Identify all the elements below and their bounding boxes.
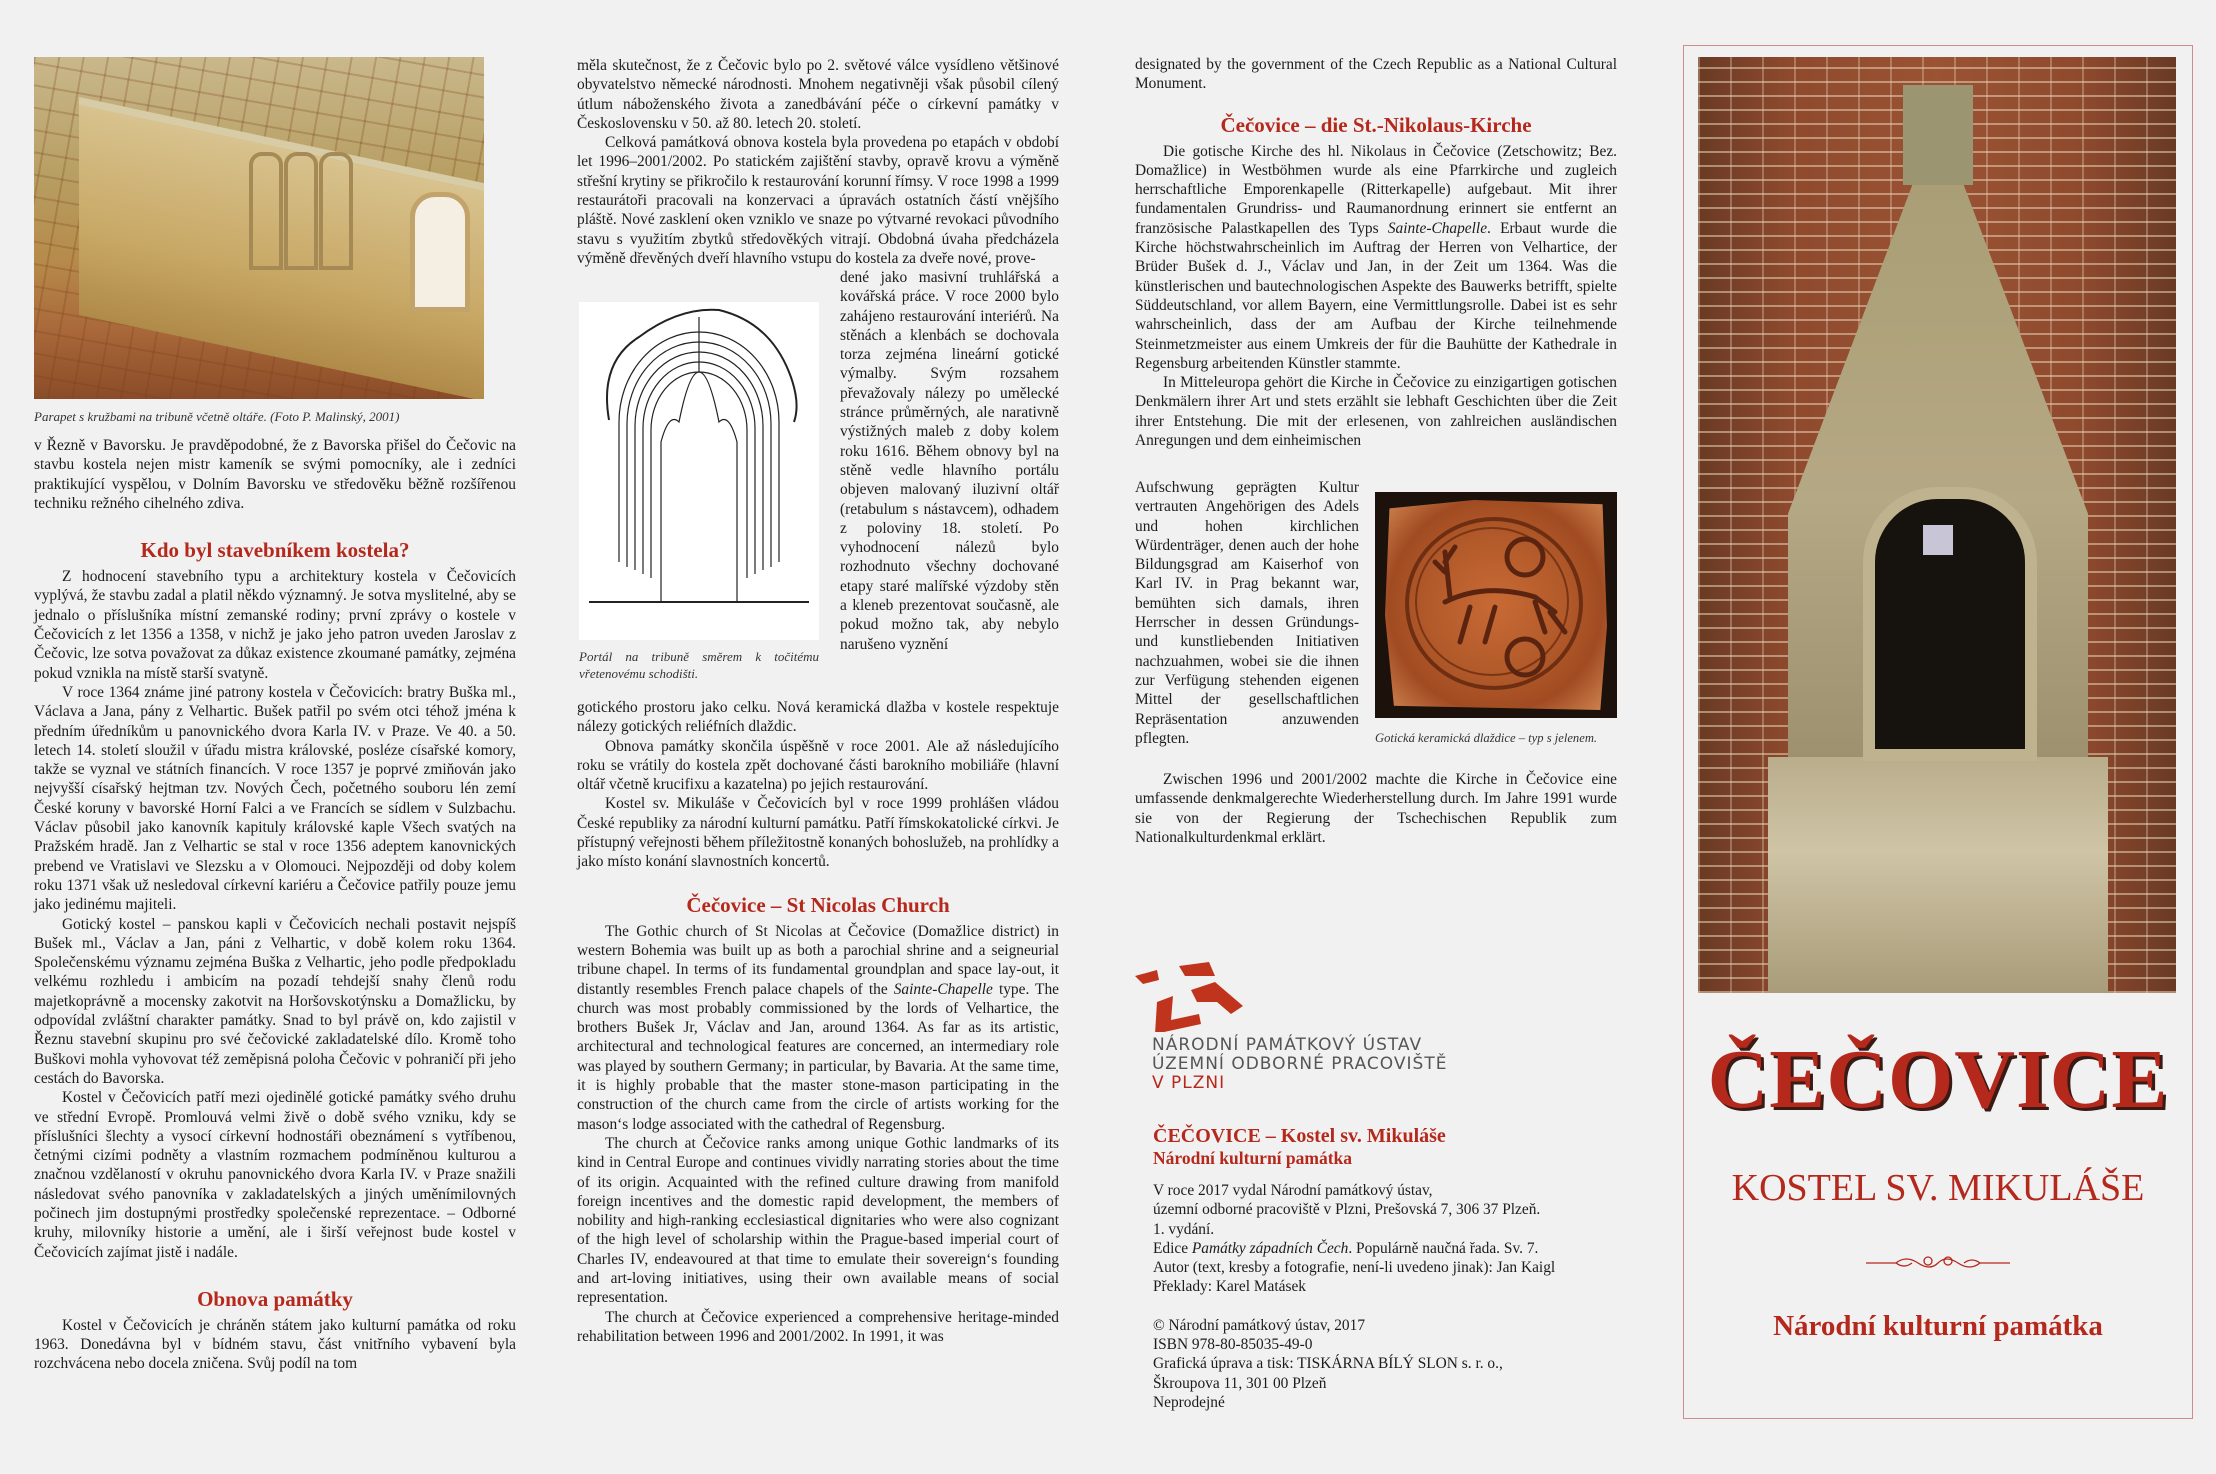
paragraph-german-wrapped: Aufschwung geprägten Kultur vertrauten Angehörigen des Adels und hohen kirchlichen Würdenträger, denen auch der hohe Bildungsgrad am Kaiserhof von Karl IV. in Prag bekannt war, bemühten sich damals, ihren Herrscher in dessen Gründungs- und kunstliebenden Initiativen nachzuahmen, wobei sie die ihnen zur Verfügung stehenden eigenen Mittel der gesellschaftlichen Repräsentation anzuwenden pflegten. <box>1135 479 1359 747</box>
text-run-italic: Památky západních Čech <box>1191 1239 1349 1257</box>
paragraph: měla skutečnost, že z Čečovic bylo po 2. světové válce vysídleno většinové obyvatelstvo německé národnosti. Mnohem negativněji však působil cílený útlum náboženského života a zanedbávání péče o církevní památky v Československu v 50. až 80. letech 20. století. <box>577 57 1059 132</box>
text-run-italic: Sainte-Chapelle <box>893 980 993 998</box>
paragraph-english: The church at Čečovice experienced a comprehensive heritage-minded rehabilitation between 1996 and 2001/2002. In 1991, it was <box>577 1308 1059 1345</box>
tracery-arch <box>284 152 318 270</box>
text-run-italic: Sainte-Chapelle <box>1387 219 1488 237</box>
imprint-line: 1. vydání. <box>1153 1220 1215 1238</box>
portal-pinnacle <box>1903 85 1973 185</box>
imprint-line: Škroupova 11, 301 00 Plzeň <box>1153 1374 1327 1392</box>
tracery-opening <box>410 192 470 312</box>
heading-german: Čečovice – die St.-Nikolaus-Kirche <box>1220 112 1532 137</box>
tracery-arch <box>319 152 353 270</box>
text-run: type. The church was most probably commissioned by the lords of Velhartice, the brothers Bušek Jr, Václav and Jan, around 1364. As far as its artistic, architectural and technological features are concerned, an intermediary role was played by southern Germany; in particular, by Bavaria. At the same time, it is highly probable that the master stone-mason participating in the construction of the church came from the circle of artists working for the mason‘s lodge associated with the cathedral of Regensburg. <box>577 980 1059 1133</box>
portal-window <box>1923 525 1953 555</box>
institution-line: NÁRODNÍ PAMÁTKOVÝ ÚSTAV <box>1152 1035 1423 1055</box>
imprint-line: © Národní památkový ústav, 2017 <box>1153 1316 1366 1334</box>
npu-logo-icon <box>1135 962 1245 1032</box>
imprint-line: Autor (text, kresby a fotografie, není-li uvedeno jinak): Jan Kaigl <box>1153 1259 1556 1277</box>
paragraph-german: Zwischen 1996 und 2001/2002 machte die Kirche in Čečovice eine umfassende denkmalgerechte Wiederherstellung durch. Im Jahre 1991 wurde sie von der Regierung der Tschechischen Republik zum Nationalkulturdenkmal erklärt. <box>1135 771 1617 846</box>
institution-name <box>1152 1036 1447 1093</box>
paragraph-english <box>577 922 1059 1134</box>
heading-restoration: Obnova památky <box>197 1286 353 1311</box>
paragraph-german: In Mitteleuropa gehört die Kirche in Čečovice zu einzigartigen gotischen Denkmälern ihrer Art und stets erzählt sie lebhaft Geschichten über die Zeit ihrer Entstehung. Die mit der erlesenen, von zahlreichen ausländischen Anregungen und dem einheimischen <box>1135 374 1617 450</box>
paragraph: Celková památková obnova kostela byla provedena po etapách v období let 1996–2001/2002. Po statickém zajištění stavby, opravě krovu a výměně střešní krytiny se přikročilo k restaurování korunní římsy. V roce 1998 a 1999 restaurátoři pracovali na konzervaci a úpravách ostatních částí vnějšího pláště. Nové zasklení oken vzniklo ve snaze po výtvarné revokaci původního stavu s využitím zbytků středověkých vitrají. Obdobná úvaha předcházela výměně dřevěných dveří hlavního vstupu do kostela za dveře nové, prove- <box>577 134 1059 267</box>
text-run: The Gothic church of St Nicolas at Čečovice (Domažlice district) in western Bohemia was built up as both a parochial shrine and a seigneurial tribune chapel. In terms of its fundamental groundplan and space lay-out, it distantly resembles French palace chapels of the <box>577 922 1059 998</box>
portal-drawing-icon <box>579 302 819 622</box>
paragraph-wrapped: dené jako masivní truhlářská a kovářská práce. V roce 2000 bylo zahájeno restaurování interiérů. Na stěnách a klenbách se dochovala torza zejména lineární gotické výmalby. Svým rozsahem převažovaly nálezy po umělecké stránce průměrných, ale narativně výstižných maleb z doby kolem roku 1616. Během obnovy byl na stěně vedle hlavního portálu objeven malovaný iluzivní oltář (retabulum s nástavcem), odhadem z poloviny 18. století. Po vyhodnocení nálezů bylo rozhodnuto všechny dochované etapy staré malířské výzdoby stěn a kleneb prezentovat současně, ale pokud možno tak, aby nebylo narušeno vyznění <box>840 269 1059 653</box>
photo-church-portal <box>1698 57 2176 993</box>
paragraph: Gotický kostel – panskou kapli v Čečovicích nechali postavit nejspíš Bušek ml., Václav a Jan, páni z Velhartic, v době kolem roku 1364. Společenskému významu zejména Buška z Velhartic, jeho podle předpokladu velkému rozhledu i ambicím na pozadí tehdejší snahy členů rodu majetkoprávně a mocensky zakotvit na Horšovskotýnsku a Domažlicku, by odpovídal zvláštní charakter památky. Snad to byl právě on, kdo zajistil v Řeznu stavební skupinu pro své čečovické zakladatelské dílo. Kromě toho Buškovi mohla vyhovovat též zeměpisná poloha Čečovic v pohraničí při jeho cestách do Bavorska. <box>34 915 516 1087</box>
paragraph: Kostel sv. Mikuláše v Čečovicích byl v roce 1999 prohlášen vládou České republiky za národní kulturní památku. Patří římskokatolické církvi. Je přístupný veřejnosti během příležitostně konaných bohoslužeb, na prohlídky a jako místo konání slavnostních koncertů. <box>577 795 1059 871</box>
paragraph-german <box>1135 142 1617 374</box>
tile-caption: Gotická keramická dlaždice – typ s jelenem. <box>1375 731 1598 745</box>
imprint-line: V roce 2017 vydal Národní památkový ústav, <box>1153 1182 1433 1199</box>
imprint-line: Překlady: Karel Matásek <box>1153 1278 1306 1296</box>
paragraph: V roce 1364 známe jiné patrony kostela v Čečovicích: bratry Buška ml., Václava a Jana, pány z Velhartic. Bušek patřil po svém otci téhož jména k předním úředníkům u panovnického dvora Karla IV. v Praze. Ve 40. a 50. letech 14. století sloužil v úřadu mistra královské, posléze císařské komory, takže se vyznal ve státních financích. V roce 1357 je poprvé zmiňován jako nejvyšší císařský hejtman tzv. Nových Čech, početného souboru lén zemí České koruny v bavorské Horní Falci a ve Francích se sídlem v Sulzbachu. Václav působil jako kanovník kapituly královské kaple Všech svatých na Pražském hradě. Jan z Velhartic se stal v roce 1356 adeptem kanovnických prebend ve Vratislavi ve Slezsku a v Olomouci. Nejpozději od doby kolem roku 1371 však už nesledoval církevní kariéru a Čečovice patřily pouze jemu jako jedinému majiteli. <box>34 683 516 914</box>
paragraph: Obnova památky skončila úspěšně v roce 2001. Ale až následujícího roku se vrátily do kostela zpět dochované části barokního mobiliáře (hlavní oltář včetně krucifixu a kazatelna) po jejich restaurování. <box>577 737 1059 794</box>
paragraph-english: designated by the government of the Czech Republic as a National Cultural Monument. <box>1135 56 1617 93</box>
drawing-caption-portal: Portál na tribuně směrem k točitému vřetenovému schodišti. <box>579 649 819 681</box>
imprint-subtitle: Národní kulturní památka <box>1153 1148 1353 1168</box>
heading-who-built: Kdo byl stavebníkem kostela? <box>140 538 410 563</box>
imprint-line: Neprodejné <box>1153 1393 1225 1411</box>
tracery-arch <box>249 152 283 270</box>
imprint-line: územní odborné pracoviště v Plzni, Prešovská 7, 306 37 Plzeň. <box>1153 1201 1541 1219</box>
cover-title: ČEČOVICE <box>1707 1033 2169 1126</box>
imprint-block <box>1153 1125 1623 1412</box>
imprint-line <box>1153 1239 1623 1258</box>
paragraph: Kostel v Čečovicích patří mezi ojedinělé gotické památky svého druhu ve střední Evropě. Promlouvá velmi živě o době svého vzniku, kdy se příslušníci šlechty a vysocí církevní hodnostáři obeznámení s vytříbenou, četnými cizími podněty a vlastním rozmachem podmíněnou kulturou a značnou vzdělaností v okruhu panovnického dvora Karla IV. v Praze snažili následovat svého panovníka v zakladatelských a jiných uměnímilovných počinech jim dostupnými prostředky společenské reprezentace. – Odborné kruhy, milovníky historie a umění, ale i širší veřejnost bude kostel v Čečovicích zajímat jistě i nadále. <box>34 1089 516 1261</box>
cover-tagline: Národní kulturní památka <box>1773 1310 2103 1342</box>
heading-english: Čečovice – St Nicolas Church <box>686 892 950 917</box>
paragraph: gotického prostoru jako celku. Nová keramická dlažba v kostele respektuje nálezy gotických reliéfních dlaždic. <box>577 699 1059 736</box>
institution-line: V PLZNI <box>1152 1073 1226 1093</box>
stag-relief-icon <box>1375 492 1617 718</box>
text-run: . Populárně naučná řada. Sv. 7. <box>1348 1239 1539 1257</box>
text-run: Edice <box>1153 1239 1192 1257</box>
paragraph-english: The church at Čečovice ranks among unique Gothic landmarks of its kind in Central Europe and continues vividly narrating stories about the time of its origin. Acquainted with the refined culture drawing from manifold foreign incentives and the domestic rapid development, the members of nobility and high-ranking ecclesiastical dignitaries who were also cognizant of the high level of scholarship within the Prague-based imperial court of Charles IV, endeavoured at that time to emulate their sovereign‘s founding and art-loving initiatives, using their own available means of social representation. <box>577 1134 1059 1307</box>
imprint-line: ISBN 978-80-85035-49-0 <box>1153 1336 1313 1354</box>
photo-ceramic-tile-stag <box>1375 492 1617 718</box>
institution-line: ÚZEMNÍ ODBORNÉ PRACOVIŠTĚ <box>1152 1054 1448 1074</box>
photo-caption-parapet: Parapet s kružbami na tribuně včetně oltáře. (Foto P. Malinský, 2001) <box>34 409 400 424</box>
imprint-line: Grafická úprava a tisk: TISKÁRNA BÍLÝ SLON s. r. o., <box>1153 1355 1503 1373</box>
photo-parapet-tracery <box>34 57 484 399</box>
drawing-gothic-portal <box>579 302 819 640</box>
text-run: . Erbaut wurde die Kirche höchstwahrscheinlich im Auftrag der Herren von Velhartice, der Brüder Bušek d. J., Václav und Jan, in der Zeit um 1364. Was die künstlerischen und bautechnologischen Aspekte des Bauwerks betrifft, spielte Süddeutschland, vor allem Bayern, eine Vermittlungsrolle. Dabei ist es sehr wahrscheinlich, dass der am Aufbau der Kirche teilnehmende Steinmetzmeister aus einem Umkreis der für die Bauhütte der Kathedrale in Regensburg arbeitenden Künstler stammte. <box>1135 219 1617 372</box>
paragraph: Kostel v Čečovicích je chráněn státem jako kulturní památka od roku 1963. Donedávna byl v bídném stavu, část vnitřního vybavení byla rozchvácena nebo docela zničena. Svůj podíl na tom <box>34 1316 516 1373</box>
text-run: Die gotische Kirche des hl. Nikolaus in Čečovice (Zetschowitz; Bez. Domažlice) in Westböhmen wurde als eine Pfarrkirche und zugleich herrschaftliche Emporenkapelle (Ritterkapelle) aufgebaut. Mit ihrer fundamentalen Grundriss- und Raumanordnung erinnert sie entfernt an französische Palastkapellen des Typs <box>1135 142 1617 237</box>
imprint-title: ČEČOVICE – Kostel sv. Mikuláše <box>1153 1125 1446 1147</box>
flourish-ornament-icon <box>1866 1253 2010 1273</box>
intro-paragraph: v Řezně v Bavorsku. Je pravděpodobné, že z Bavorska přišel do Čečovic na stavbu kostela nejen mistr kameník se svými pomocníky, ale i zedníci praktikující vyspělou, v Dolním Bavorsku ve středověku běžně rozšířenou techniku režného cihelného zdiva. <box>34 437 516 512</box>
portal-steps <box>1768 757 2108 993</box>
paragraph: Z hodnocení stavebního typu a architektury kostela v Čečovicích vyplývá, že stavbu zadal a platil někdo významný. Je sotva myslitelné, aby se jednalo o příslušníka místní zemanské rodiny; první zprávy o kostele v Čečovicích z let 1356 a 1358, v nichž je jako jeho patron uveden Jaroslav z Čečovic, lze sotva považovat za důkaz existence zkoumané památky, zejména pokud vznikla na místě starší svatyně. <box>34 568 516 682</box>
cover-subtitle: KOSTEL SV. MIKULÁŠE <box>1731 1167 2145 1209</box>
